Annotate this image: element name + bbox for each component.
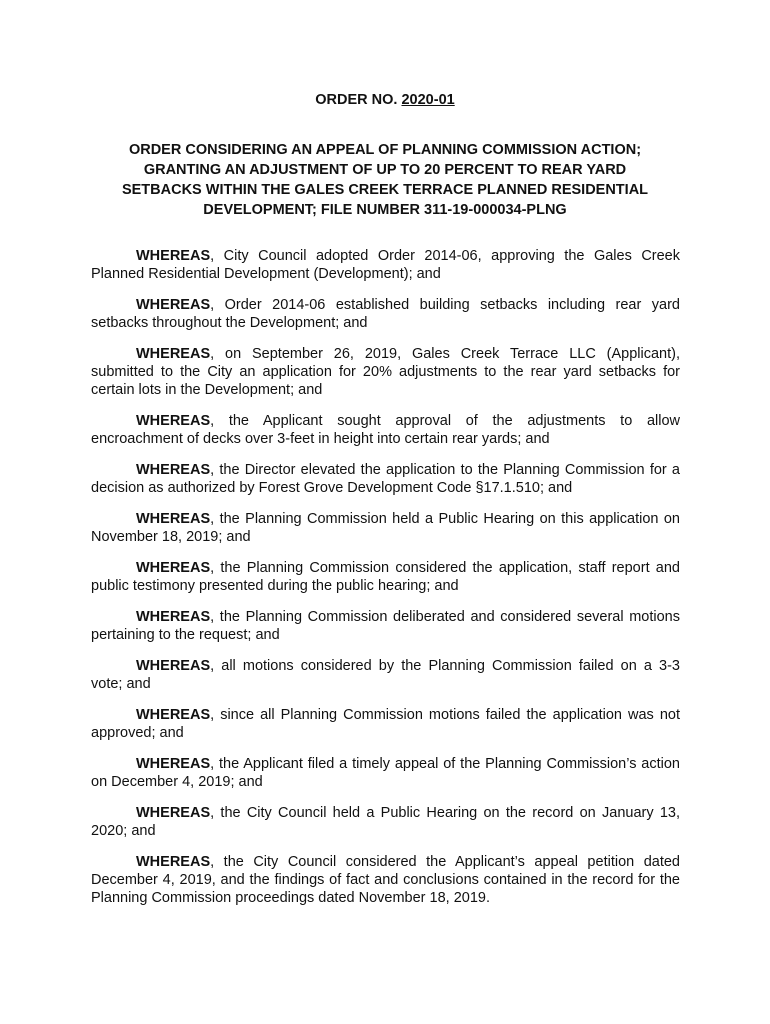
whereas-keyword: WHEREAS xyxy=(136,346,211,362)
whereas-keyword: WHEREAS xyxy=(136,756,211,772)
whereas-paragraph xyxy=(91,853,680,907)
paragraph-text: , the Director elevated the application to the Planning Commission for a decision as authorized by Forest Grove Development Code §17.1.510; and xyxy=(91,462,680,496)
paragraph-text: , on September 26, 2019, Gales Creek Terrace LLC (Applicant), submitted to the City an application for 20% adjustments to the rear yard setbacks for certain lots in the Development; and xyxy=(91,346,680,398)
paragraph-text: , Order 2014-06 established building setbacks including rear yard setbacks throughout the Development; and xyxy=(91,297,680,331)
whereas-paragraph xyxy=(91,706,680,742)
whereas-keyword: WHEREAS xyxy=(136,560,211,576)
paragraph-text: , the Planning Commission held a Public Hearing on this application on November 18, 2019; and xyxy=(91,511,680,545)
whereas-paragraph xyxy=(91,247,680,283)
whereas-paragraph xyxy=(91,345,680,399)
title-line: GRANTING AN ADJUSTMENT OF UP TO 20 PERCENT TO REAR YARD xyxy=(143,162,627,178)
whereas-paragraph xyxy=(91,755,680,791)
title-line: DEVELOPMENT; FILE NUMBER 311-19-000034-PLNG xyxy=(203,202,567,218)
title-line: ORDER CONSIDERING AN APPEAL OF PLANNING COMMISSION ACTION; xyxy=(128,142,642,158)
order-number: 2020-01 xyxy=(401,92,455,108)
paragraph-text: , City Council adopted Order 2014-06, approving the Gales Creek Planned Residential Development (Development); and xyxy=(91,248,680,282)
paragraph-text: , since all Planning Commission motions failed the application was not approved; and xyxy=(91,707,680,741)
whereas-keyword: WHEREAS xyxy=(136,658,211,674)
whereas-keyword: WHEREAS xyxy=(136,511,211,527)
whereas-paragraph xyxy=(91,559,680,595)
whereas-paragraph xyxy=(91,296,680,332)
paragraph-text: , the Planning Commission deliberated and considered several motions pertaining to the request; and xyxy=(91,609,680,643)
whereas-keyword: WHEREAS xyxy=(136,462,211,478)
whereas-paragraph xyxy=(91,412,680,448)
whereas-keyword: WHEREAS xyxy=(136,297,211,313)
paragraph-text: , the Applicant filed a timely appeal of the Planning Commission’s action on December 4, 2019; and xyxy=(91,756,680,790)
whereas-keyword: WHEREAS xyxy=(136,413,211,429)
paragraph-text: , the City Council held a Public Hearing on the record on January 13, 2020; and xyxy=(91,805,680,839)
order-number-heading xyxy=(0,92,770,108)
whereas-paragraph xyxy=(91,510,680,546)
paragraph-text: , the Planning Commission considered the application, staff report and public testimony presented during the public hearing; and xyxy=(91,560,680,594)
whereas-keyword: WHEREAS xyxy=(136,854,211,870)
whereas-keyword: WHEREAS xyxy=(136,707,211,723)
whereas-keyword: WHEREAS xyxy=(136,805,211,821)
paragraph-text: , the City Council considered the Applicant’s appeal petition dated December 4, 2019, and the findings of fact and conclusions contained in the record for the Planning Commission proceedings dated November 18, 2019. xyxy=(91,854,680,906)
order-label: ORDER NO. xyxy=(315,92,398,108)
whereas-paragraph xyxy=(91,657,680,693)
whereas-paragraph xyxy=(91,608,680,644)
title-line: SETBACKS WITHIN THE GALES CREEK TERRACE PLANNED RESIDENTIAL xyxy=(121,182,649,198)
whereas-clauses xyxy=(91,247,680,920)
paragraph-text: , the Applicant sought approval of the adjustments to allow encroachment of decks over 3-feet in height into certain rear yards; and xyxy=(91,413,680,447)
whereas-keyword: WHEREAS xyxy=(136,248,211,264)
whereas-keyword: WHEREAS xyxy=(136,609,211,625)
whereas-paragraph xyxy=(91,461,680,497)
paragraph-text: , all motions considered by the Planning Commission failed on a 3-3 vote; and xyxy=(91,658,680,692)
order-title xyxy=(100,140,670,220)
whereas-paragraph xyxy=(91,804,680,840)
